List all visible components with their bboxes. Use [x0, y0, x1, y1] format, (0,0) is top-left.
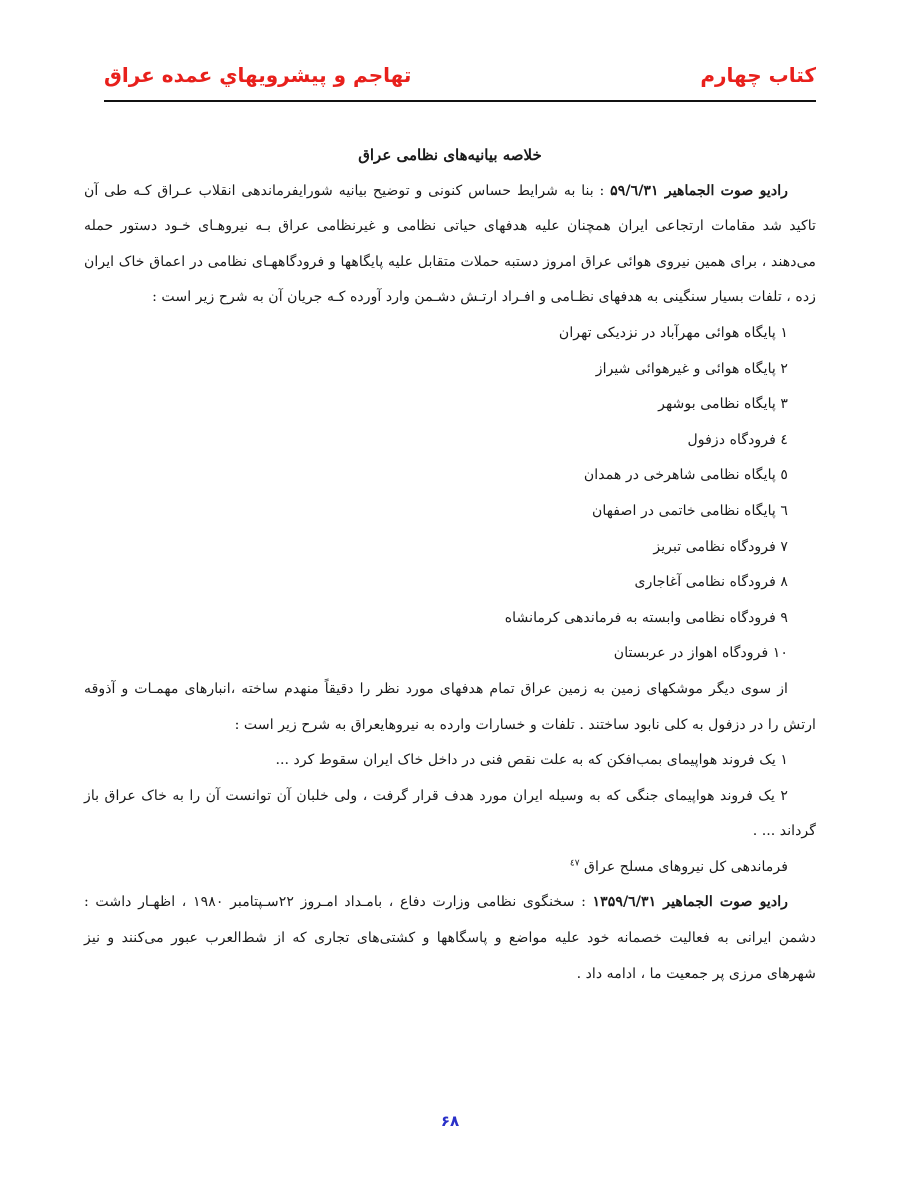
entry-paragraph-1	[84, 174, 816, 316]
entry-1-text: : بنا به شرایط حساس کنونی و توضیح بیانیه شورایفرماندهی انقلاب عـراق کـه طی آن تاکید شد مقامات ارتجاعی ایران همچنان علیه هدفهای حیاتی نظامی و غیرنظامی عراق بـه نیروهـای خـود دستور حمله می‌دهند ، برای همین نیروی هوائی عراق امروز دستبه حملات متقابل علیه پایگاهها و فرودگاههـای نظامی در اعماق خاک ایران زده ، تلفات بسیار سنگینی به هدفهای نظـامی و افـراد ارتـش دشـمن وارد آورده کـه جریان آن به شرح زیر است :	[84, 182, 816, 306]
signature-text: فرماندهی کل نیروهای مسلح عراق	[584, 858, 788, 875]
header-divider	[104, 100, 816, 102]
running-header	[104, 55, 816, 95]
loss-item: ۲ یک فروند هواپیمای جنگی که به وسیله ایران مورد هدف قرار گرفت ، ولی خلبان آن توانست آن را به خاک عراق باز گرداند ... .	[84, 787, 816, 840]
book-label: کتاب چهارم	[700, 63, 816, 87]
loss-item: ۱ یک فروند هواپیمای بمب‌افکن که به علت نقص فنی در داخل خاک ایران سقوط کرد ...	[275, 752, 788, 769]
footnote-reference: ٤٧	[569, 858, 580, 869]
section-title: خلاصه بیانیه‌های نظامی عراق	[358, 146, 542, 164]
target-list-item: ۳ پایگاه نظامی بوشهر	[658, 396, 788, 413]
entry-2-text: : سخنگوی نظامی وزارت دفاع ، بامـداد امـروز ۲۲سـپتامبر ۱۹۸۰ ، اظهـار داشت : دشمن ایرانی به فعالیت خصمانه خود علیه مواضع و پاسگاهها و کشتی‌های تجاری که از شط‌العرب عبور می‌کنند و نیز شهرهای مرزی پر جمعیت ما ، ادامه داد .	[84, 894, 816, 982]
target-list-item: ٦ پایگاه نظامی خاتمی در اصفهان	[591, 502, 788, 519]
target-list-item: ۷ فرودگاه نظامی تبریز	[653, 538, 788, 555]
entry-paragraph-2	[84, 885, 816, 992]
signature-line	[84, 850, 816, 886]
page-number: ۶۸	[440, 1112, 460, 1130]
entry-1-source: رادیو صوت الجماهیر ۵۹/٦/۳۱	[610, 182, 788, 199]
target-list-item: ۲ پایگاه هوائی و غیرهوائی شیراز	[595, 360, 788, 377]
target-list-item: ٥ پایگاه نظامی شاهرخی در همدان	[583, 467, 788, 484]
target-list-item: ۹ فرودگاه نظامی وابسته به فرماندهی کرمانشاه	[504, 609, 788, 626]
subject-title: تهاجم و پیشرویهاي عمده عراق	[104, 63, 412, 87]
target-list-item: ۱ پایگاه هوائی مهرآباد در نزدیکی تهران	[558, 324, 788, 341]
target-list-item: ٤ فرودگاه دزفول	[687, 431, 788, 448]
target-list-item: ۸ فرودگاه نظامی آغاجاری	[634, 574, 788, 591]
entry-2-source: رادیو صوت الجماهیر ۱۳۵۹/٦/۳۱	[592, 894, 788, 911]
missiles-paragraph: از سوی دیگر موشکهای زمین به زمین عراق تمام هدفهای مورد نظر را دقیقاً منهدم ساخته ،انبارهای مهمـات و آذوقه ارتش را در دزفول به کلی نابود ساختند . تلفات و خسارات وارده به نیروهایعراق به شرح زیر است :	[84, 680, 816, 733]
document-body	[84, 138, 816, 992]
target-list-item: ۱۰ فرودگاه اهواز در عربستان	[613, 645, 788, 662]
